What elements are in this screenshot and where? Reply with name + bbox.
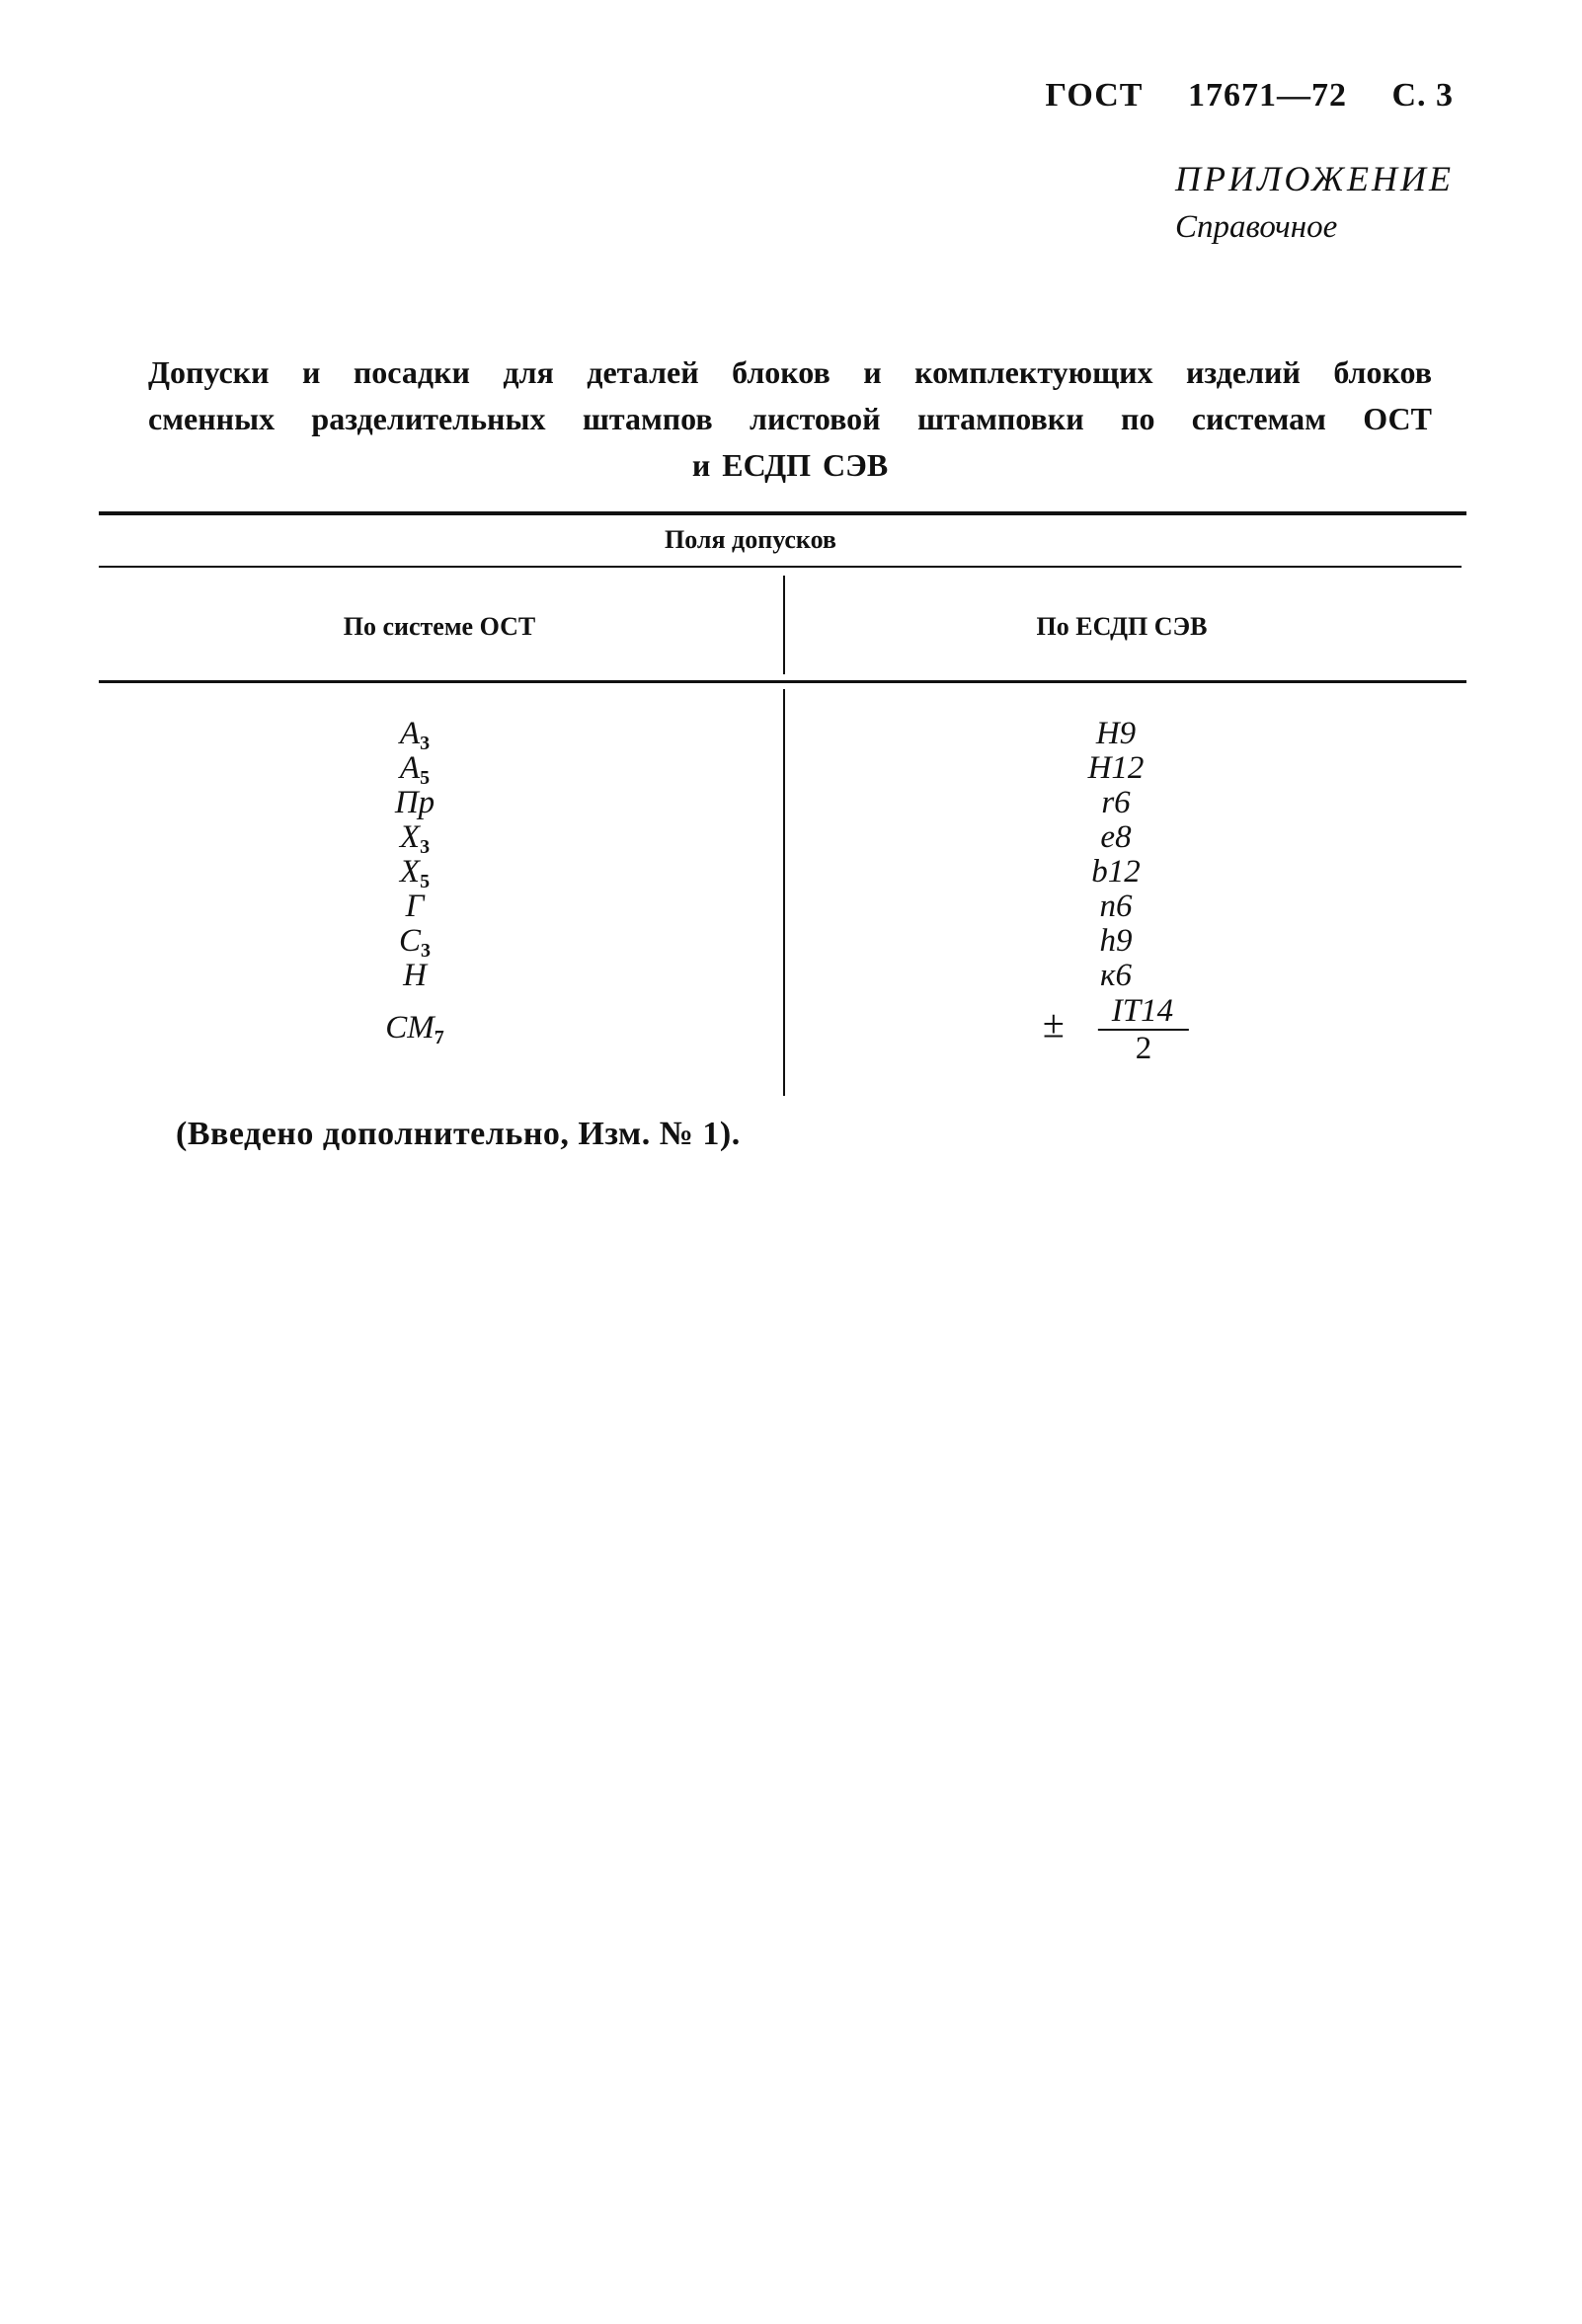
title-line-2: сменных разделительных штампов листовой штамповки по системам ОСТ — [148, 401, 1432, 436]
plus-minus-sign: ± — [1042, 1001, 1065, 1046]
ost-cell: $A_5$ — [399, 750, 431, 789]
ost-cell: H — [403, 958, 427, 993]
column-header-esdp: По ЕСДП СЭВ — [1036, 612, 1208, 641]
fraction-denominator: 2 — [1135, 1031, 1152, 1066]
ost-cell: $CM_7$ — [385, 1010, 444, 1048]
esdp-cell: n6 — [1099, 889, 1133, 924]
column-divider-top — [783, 576, 785, 674]
ost-cell: $X_5$ — [399, 854, 431, 892]
column-header-rule — [99, 680, 1466, 683]
ost-cell: $X_3$ — [399, 819, 431, 858]
page-number: С. 3 — [1391, 77, 1454, 114]
appendix-label: ПРИЛОЖЕНИЕ — [1175, 159, 1454, 198]
esdp-cell: h9 — [1099, 923, 1133, 959]
standard-label: ГОСТ — [1045, 77, 1144, 114]
column-header-ost: По системе ОСТ — [343, 612, 536, 641]
ost-cell: $C_3$ — [398, 923, 432, 962]
fraction-numerator: IT14 — [1098, 993, 1189, 1031]
amendment-note: (Введено дополнительно, Изм. № 1). — [176, 1116, 741, 1152]
page-header — [1046, 77, 1454, 115]
esdp-cell: к6 — [1100, 958, 1132, 993]
esdp-cell: H12 — [1087, 750, 1145, 786]
table-top-rule — [99, 511, 1466, 515]
document-title — [148, 349, 1432, 489]
title-line-1: Допуски и посадки для деталей блоков и комплектующих изделий блоков — [148, 354, 1432, 390]
esdp-fraction-cell — [1043, 993, 1189, 1066]
esdp-cell: H9 — [1095, 716, 1137, 751]
ost-cell: Г — [405, 889, 425, 924]
group-header-rule — [99, 566, 1462, 568]
ost-cell: $A_3$ — [399, 716, 431, 754]
appendix-type: Справочное — [1175, 209, 1338, 245]
ost-cell: Пр — [394, 785, 435, 820]
standard-number: 17671—72 — [1187, 77, 1347, 114]
column-divider-body — [783, 689, 785, 1096]
table-group-header: Поля допусков — [665, 525, 836, 554]
esdp-cell: e8 — [1100, 819, 1132, 855]
fraction — [1098, 993, 1189, 1066]
title-line-3: и ЕСДП СЭВ — [691, 447, 889, 483]
esdp-cell: b12 — [1091, 854, 1141, 890]
esdp-cell: r6 — [1101, 785, 1131, 820]
